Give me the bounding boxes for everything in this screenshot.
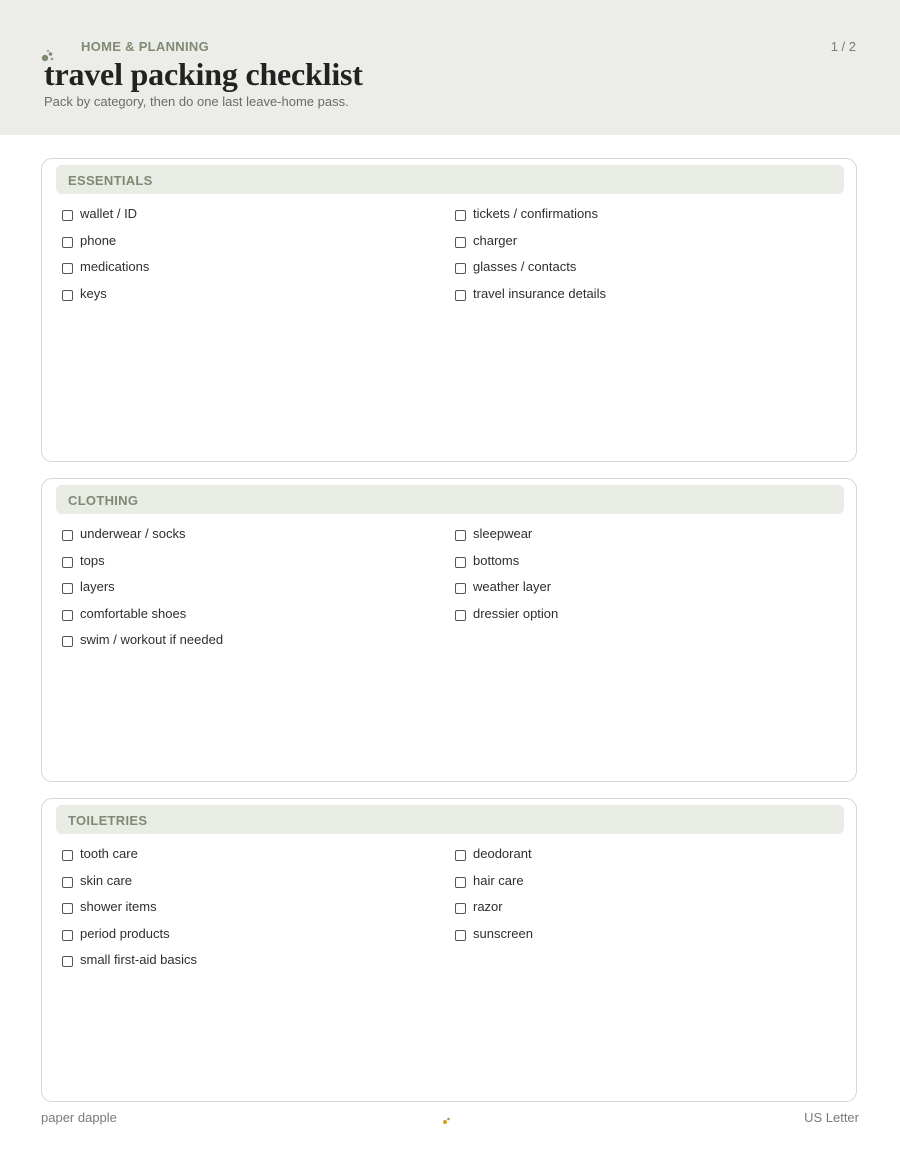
category-kicker: HOME & PLANNING	[81, 39, 209, 54]
checklist-item[interactable]	[455, 578, 848, 605]
item-label: tooth care	[80, 846, 138, 861]
item-label: deodorant	[473, 846, 532, 861]
item-label: dressier option	[473, 605, 559, 621]
checklist-item[interactable]	[455, 525, 848, 552]
item-label: tops	[80, 552, 105, 568]
item-label: wallet / ID	[80, 206, 138, 221]
checklist-item[interactable]	[62, 845, 455, 872]
section-heading: TOILETRIES	[68, 813, 148, 828]
checkbox[interactable]	[455, 877, 466, 888]
item-label: keys	[80, 285, 107, 301]
section-heading-bar	[56, 165, 844, 194]
page-number: 1 / 2	[830, 39, 856, 54]
checkbox[interactable]	[62, 930, 73, 941]
item-label: underwear / socks	[80, 526, 186, 541]
checkbox[interactable]	[455, 210, 466, 221]
checklist-item[interactable]	[62, 258, 455, 285]
item-label: period products	[80, 925, 170, 941]
item-label: tickets / confirmations	[473, 206, 598, 221]
checkbox[interactable]	[62, 877, 73, 888]
item-label: sunscreen	[473, 925, 533, 941]
checkbox[interactable]	[455, 610, 466, 621]
dapple-mark-icon	[442, 1116, 451, 1125]
item-label: weather layer	[473, 579, 552, 594]
section-heading: ESSENTIALS	[68, 173, 153, 188]
section-clothing	[41, 478, 857, 782]
item-label: hair care	[473, 872, 524, 888]
item-label: glasses / contacts	[473, 259, 577, 274]
checklist-item[interactable]	[455, 925, 848, 952]
section-heading: CLOTHING	[68, 493, 139, 508]
checkbox[interactable]	[62, 610, 73, 621]
checkbox[interactable]	[62, 903, 73, 914]
checklist-item[interactable]	[455, 232, 848, 259]
section-toiletries	[41, 798, 857, 1102]
checkbox[interactable]	[455, 930, 466, 941]
page-header	[0, 0, 900, 135]
item-label: bottoms	[473, 552, 520, 568]
checkbox[interactable]	[455, 903, 466, 914]
checkbox[interactable]	[455, 557, 466, 568]
checkbox[interactable]	[455, 237, 466, 248]
checklist-items	[62, 845, 852, 978]
checklist-item[interactable]	[455, 205, 848, 232]
checkbox[interactable]	[62, 263, 73, 274]
checklist-item[interactable]	[62, 872, 455, 899]
item-label: shower items	[80, 899, 157, 914]
item-label: charger	[473, 232, 518, 248]
checkbox[interactable]	[62, 557, 73, 568]
item-label: razor	[473, 899, 503, 914]
item-label: sleepwear	[473, 526, 533, 541]
checklist-item[interactable]	[455, 605, 848, 632]
checklist-item[interactable]	[62, 232, 455, 259]
checkbox[interactable]	[455, 583, 466, 594]
page-title: travel packing checklist	[44, 56, 363, 92]
checklist-item[interactable]	[455, 898, 848, 925]
checklist-item[interactable]	[62, 605, 455, 632]
checkbox[interactable]	[62, 530, 73, 541]
checklist-item[interactable]	[455, 285, 848, 312]
checklist-item[interactable]	[62, 898, 455, 925]
checklist-item[interactable]	[62, 205, 455, 232]
checklist-item[interactable]	[455, 258, 848, 285]
checkbox[interactable]	[62, 210, 73, 221]
checklist-item[interactable]	[455, 552, 848, 579]
checklist-item[interactable]	[62, 552, 455, 579]
page-subtitle: Pack by category, then do one last leave-home pass.	[44, 94, 349, 109]
item-label: swim / workout if needed	[80, 632, 224, 647]
footer-paper-size: US Letter	[804, 1110, 859, 1125]
section-heading-bar	[56, 485, 844, 514]
checklist-item[interactable]	[62, 578, 455, 605]
section-heading-bar	[56, 805, 844, 834]
checkbox[interactable]	[455, 290, 466, 301]
checkbox[interactable]	[62, 583, 73, 594]
item-label: small first-aid basics	[80, 952, 198, 967]
item-label: travel insurance details	[473, 285, 606, 301]
checklist-items	[62, 525, 852, 658]
checklist-item[interactable]	[62, 631, 455, 658]
checkbox[interactable]	[62, 636, 73, 647]
checklist-item[interactable]	[62, 925, 455, 952]
item-label: medications	[80, 259, 150, 274]
checklist-item[interactable]	[62, 525, 455, 552]
checkbox[interactable]	[455, 263, 466, 274]
item-label: phone	[80, 232, 117, 248]
checkbox[interactable]	[62, 850, 73, 861]
checkbox[interactable]	[62, 956, 73, 967]
footer-brand: paper dapple	[41, 1110, 117, 1125]
checkbox[interactable]	[62, 290, 73, 301]
checkbox[interactable]	[62, 237, 73, 248]
item-label: skin care	[80, 872, 133, 888]
checklist-item[interactable]	[455, 872, 848, 899]
checklist-items	[62, 205, 852, 311]
checklist-item[interactable]	[62, 951, 455, 978]
checkbox[interactable]	[455, 530, 466, 541]
checkbox[interactable]	[455, 850, 466, 861]
item-label: comfortable shoes	[80, 605, 187, 621]
checklist-item[interactable]	[455, 845, 848, 872]
section-essentials	[41, 158, 857, 462]
item-label: layers	[80, 579, 115, 594]
checklist-item[interactable]	[62, 285, 455, 312]
